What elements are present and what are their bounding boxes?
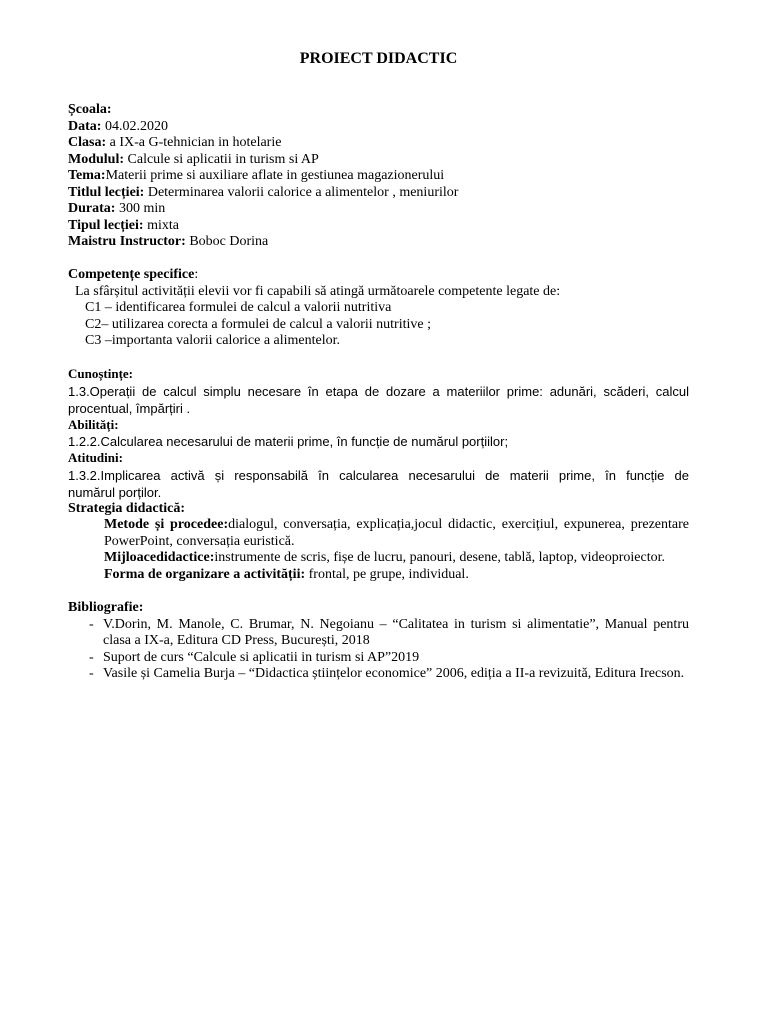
obiective-section	[68, 366, 689, 583]
list-dash: -	[89, 616, 94, 632]
field-durata: Durata: 300 min	[68, 201, 166, 216]
field-tema: Tema:Materii prime si auxiliare aflate in gestiunea magazionerului	[68, 168, 445, 183]
field-clasa: Clasa: a IX-a G-tehnician in hotelarie	[68, 135, 282, 150]
metode-line1: Metode și procedee:dialogul, conversația, explicația,jocul didactic, exercițiul, expunerea, prezentare	[104, 517, 689, 532]
bib-item3-line1: Vasile și Camelia Burja – “Didactica științelor economice” 2006, ediția a II-a revizuită, Editura Irecson.	[103, 666, 685, 681]
field-maistru-instructor: Maistru Instructor: Boboc Dorina	[68, 234, 269, 249]
metode-procedee	[68, 517, 689, 550]
bibliografie-item	[68, 650, 689, 667]
cunostinte-text-line1: 1.3.Operații de calcul simplu necesare în etapa de dozare a materiilor prime: adunări, scăderi, calcul	[68, 383, 689, 399]
strategia-heading: Strategia didactică:	[68, 500, 186, 516]
atitudini-heading: Atitudini:	[68, 450, 123, 465]
field-data: Data: 04.02.2020	[68, 118, 168, 134]
competente-heading: Competențe specifice:	[68, 267, 199, 282]
list-dash: -	[89, 649, 94, 665]
abilitati-heading: Abilități:	[68, 416, 119, 432]
bib-item1-line1: V.Dorin, M. Manole, C. Brumar, N. Negoianu – “Calitatea in turism si alimentatie”, Manual pentru	[103, 616, 689, 632]
abilitati-text: 1.2.2.Calcularea necesarului de materii prime, în funcție de numărul porțiilor;	[68, 434, 509, 449]
bib-item1-line2: clasa a IX-a, Editura CD Press, București, 2018	[103, 633, 370, 648]
bibliografie-item	[68, 666, 689, 683]
field-scoala: Școala:	[68, 102, 112, 117]
list-dash: -	[89, 666, 94, 681]
atitudini-text-line2: numărul porților.	[68, 484, 162, 500]
competenta-c2: C2– utilizarea corecta a formulei de calcul a valorii nutritive ;	[85, 316, 431, 332]
bibliografie-heading: Bibliografie:	[68, 600, 144, 615]
bibliografie-section	[68, 600, 689, 683]
mijloace-didactice: Mijloacedidactice:instrumente de scris, fișe de lucru, panouri, desene, tablă, laptop, videoproiector.	[104, 550, 665, 565]
field-tipul-lectiei: Tipul lecției: mixta	[68, 217, 179, 233]
atitudini-text-line1: 1.3.2.Implicarea activă și responsabilă în calcularea necesarului de materii prime, în funcție de	[68, 467, 689, 483]
bibliografie-item	[68, 617, 689, 650]
cunostinte-heading: Cunoștințe:	[68, 366, 134, 381]
metode-line2: PowerPoint, conversația euristică.	[104, 533, 295, 549]
competente-intro: La sfârșitul activității elevii vor fi capabili să atingă următoarele competente legate de:	[75, 283, 561, 299]
document-title: PROIECT DIDACTIC	[299, 50, 458, 67]
cunostinte-text-line2: procentual, împărțiri .	[68, 400, 191, 416]
competenta-c3: C3 –importanta valorii calorice a alimentelor.	[85, 333, 341, 348]
forma-organizare: Forma de organizare a activității: frontal, pe grupe, individual.	[104, 566, 469, 582]
header-info	[68, 102, 689, 251]
bib-item2-line1: Suport de curs “Calcule si aplicatii in turism si AP”2019	[103, 649, 420, 665]
field-titlul-lectiei: Titlul lecției: Determinarea valorii calorice a alimentelor , meniurilor	[68, 184, 459, 200]
field-modulul: Modulul: Calcule si aplicatii in turism si AP	[68, 151, 319, 167]
competente-section	[68, 267, 689, 350]
competenta-c1: C1 – identificarea formulei de calcul a valorii nutritiva	[85, 300, 392, 315]
